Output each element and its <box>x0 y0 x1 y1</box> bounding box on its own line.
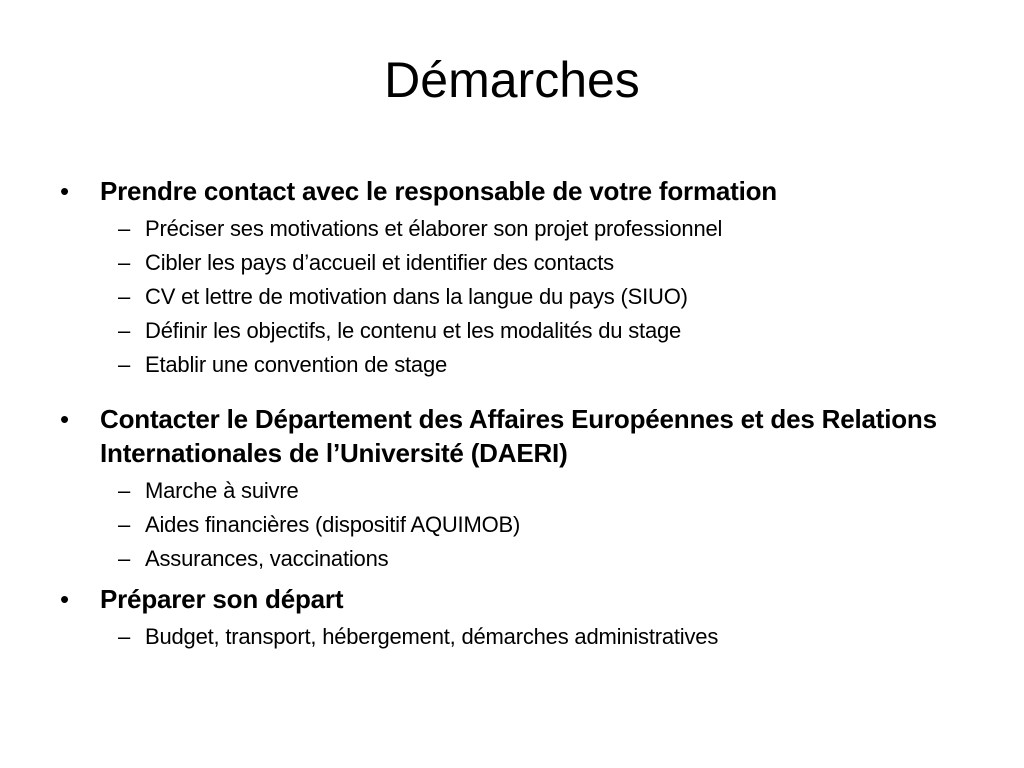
sub-list <box>56 212 976 382</box>
sub-item <box>56 212 976 246</box>
sub-item <box>56 280 976 314</box>
bullet-group <box>56 582 976 654</box>
sub-item-text: Préciser ses motivations et élaborer son projet professionnel <box>145 216 723 241</box>
sub-list <box>56 620 976 654</box>
sub-item <box>56 348 976 382</box>
sub-item-text: Budget, transport, hébergement, démarches administratives <box>145 624 719 649</box>
dash-icon: – <box>118 478 131 503</box>
sub-item <box>56 474 976 508</box>
bullet-item <box>56 582 976 616</box>
bullet-item <box>56 402 976 470</box>
bullet-item <box>56 174 976 208</box>
bullet-icon: • <box>60 584 69 614</box>
sub-list <box>56 474 976 576</box>
slide-content <box>56 174 976 654</box>
bullet-text: Préparer son départ <box>100 584 344 614</box>
sub-item <box>56 620 976 654</box>
bullet-icon: • <box>60 404 69 434</box>
dash-icon: – <box>118 352 131 377</box>
bullet-icon: • <box>60 176 69 206</box>
dash-icon: – <box>118 624 131 649</box>
bullet-group <box>56 402 976 576</box>
sub-item <box>56 542 976 576</box>
dash-icon: – <box>118 512 131 537</box>
dash-icon: – <box>118 318 131 343</box>
bullet-group <box>56 174 976 382</box>
sub-item-text: Etablir une convention de stage <box>145 352 448 377</box>
dash-icon: – <box>118 216 131 241</box>
sub-item-text: Définir les objectifs, le contenu et les modalités du stage <box>145 318 682 343</box>
sub-item-text: Cibler les pays d’accueil et identifier des contacts <box>145 250 614 275</box>
sub-item <box>56 246 976 280</box>
dash-icon: – <box>118 250 131 275</box>
sub-item <box>56 508 976 542</box>
dash-icon: – <box>118 546 131 571</box>
slide-title: Démarches <box>384 52 640 108</box>
sub-item-text: CV et lettre de motivation dans la langue du pays (SIUO) <box>145 284 688 309</box>
sub-item-text: Marche à suivre <box>145 478 299 503</box>
sub-item-text: Aides financières (dispositif AQUIMOB) <box>145 512 521 537</box>
dash-icon: – <box>118 284 131 309</box>
bullet-text: Prendre contact avec le responsable de votre formation <box>100 176 777 206</box>
sub-item-text: Assurances, vaccinations <box>145 546 389 571</box>
sub-item <box>56 314 976 348</box>
bullet-text: Contacter le Département des Affaires Européennes et des Relations Internationales de l’Université (DAERI) <box>100 404 937 468</box>
